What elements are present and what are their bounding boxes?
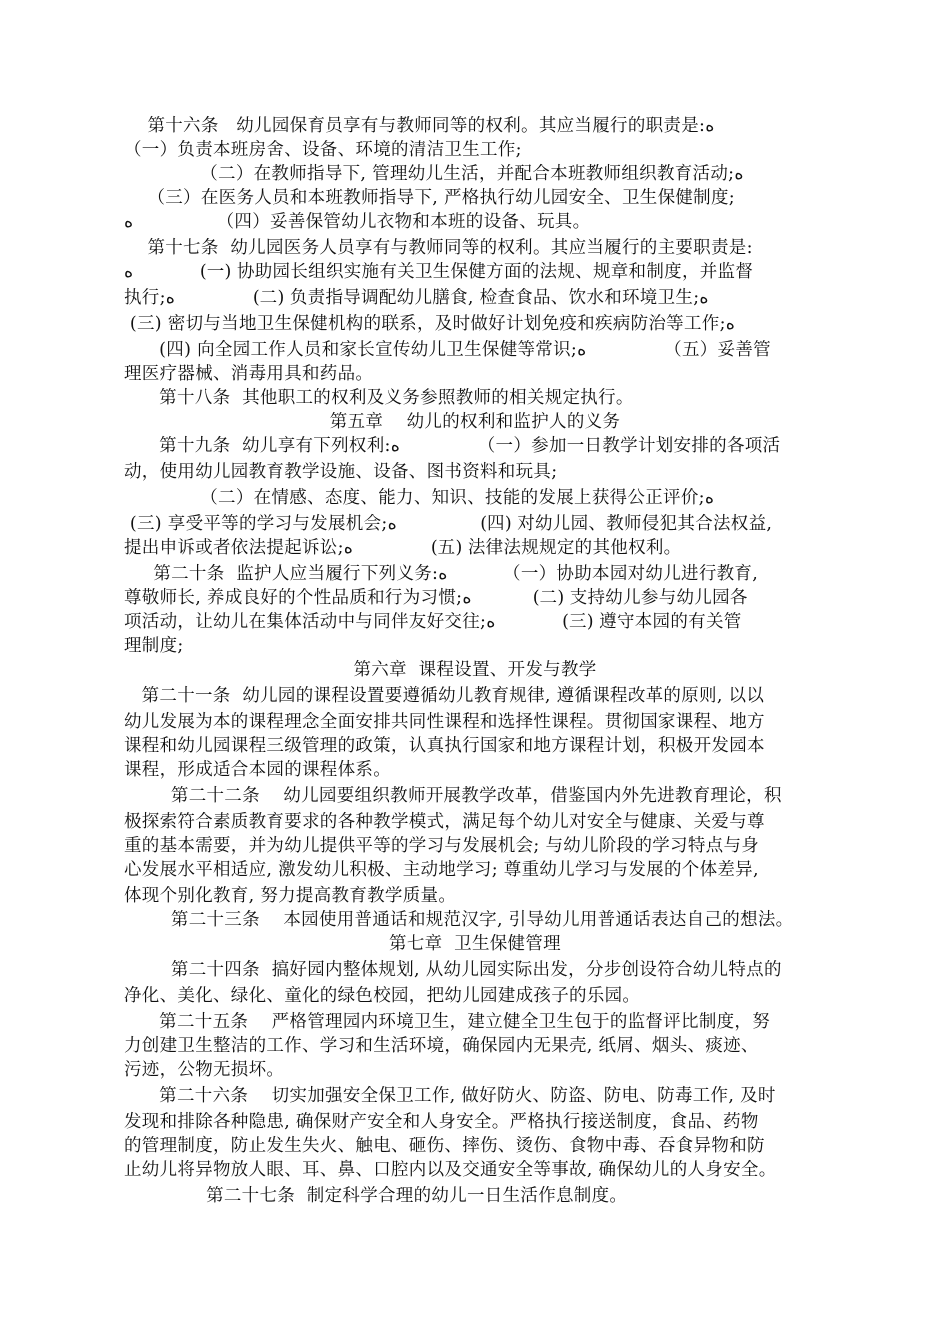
text-line: 发现和排除各种隐患, 确保财产安全和人身安全。严格执行接送制度，食品、药物 bbox=[124, 1112, 759, 1132]
text-line: ﻩ （四）妥善保管幼儿衣物和本班的设备、玩具。 bbox=[124, 212, 591, 232]
text-line: 第十七条 幼儿园医务人员享有与教师同等的权利。其应当履行的主要职责是: bbox=[124, 238, 753, 258]
text-line: （一）负责本班房舍、设备、环境的清洁卫生工作; bbox=[124, 140, 522, 160]
text-line: 执行;ﻩ (二) 负责指导调配幼儿膳食, 检查食品、饮水和环境卫生;ﻩ bbox=[124, 288, 709, 308]
text-line: 尊敬师长, 养成良好的个性品质和行为习惯;ﻩ (二) 支持幼儿参与幼儿园各 bbox=[124, 588, 748, 608]
text-line: 第十六条 幼儿园保育员享有与教师同等的权利。其应当履行的职责是:ﻩ bbox=[124, 116, 715, 136]
text-line: 幼儿发展为本的课程理念全面安排共同性课程和选择性课程。贯彻国家课程、地方 bbox=[124, 712, 765, 732]
text-line: 项活动，让幼儿在集体活动中与同伴友好交往;ﻩ (三) 遵守本园的有关管 bbox=[124, 612, 742, 632]
text-line: （二）在情感、态度、能力、知识、技能的发展上获得公正评价;ﻩ bbox=[124, 488, 714, 508]
text-line: 止幼儿将异物放人眼、耳、鼻、口腔内以及交通安全等事故, 确保幼儿的人身安全。 bbox=[124, 1160, 777, 1180]
chapter-heading: 第七章 卫生保健管理 bbox=[389, 934, 561, 954]
text-line: 第二十条 监护人应当履行下列义务:ﻩ （一）协助本园对幼儿进行教育, bbox=[124, 564, 759, 584]
text-line: 污迹，公物无损坏。 bbox=[124, 1060, 285, 1080]
text-line: 提出申诉或者依法提起诉讼;ﻩ (五) 法律法规规定的其他权利。 bbox=[124, 538, 682, 558]
text-line: 第二十四条 搞好园内整体规划, 从幼儿园实际出发，分步创设符合幼儿特点的 bbox=[124, 960, 782, 980]
text-line: （二）在教师指导下, 管理幼儿生活，并配合本班教师组织教育活动;ﻩ bbox=[124, 164, 744, 184]
text-line: 力创建卫生整洁的工作、学习和生活环境，确保园内无果壳, 纸屑、烟头、痰迹、 bbox=[124, 1036, 759, 1056]
text-line: 第二十二条 幼儿园要组织教师开展教学改革，借鉴国内外先进教育理论，积 bbox=[124, 786, 782, 806]
text-line: 课程，形成适合本园的课程体系。 bbox=[124, 760, 391, 780]
text-line: 体现个别化教育, 努力提高教育教学质量。 bbox=[124, 886, 457, 906]
chapter-heading: 第六章 课程设置、开发与教学 bbox=[353, 660, 597, 680]
text-line: 心发展水平相适应, 激发幼儿积极、主动地学习; 尊重幼儿学习与发展的个体差异, bbox=[124, 860, 759, 880]
text-line: 的管理制度，防止发生失火、触电、砸伤、摔伤、烫伤、食物中毒、吞食异物和防 bbox=[124, 1136, 765, 1156]
text-line: ﻩ (一) 协助园长组织实施有关卫生保健方面的法规、规章和制度，并监督 bbox=[124, 262, 754, 282]
text-line: 课程和幼儿园课程三级管理的政策，认真执行国家和地方课程计划，积极开发园本 bbox=[124, 736, 765, 756]
text-line: 动，使用幼儿园教育教学设施、设备、图书资料和玩具; bbox=[124, 462, 558, 482]
text-line: 第二十六条 切实加强安全保卫工作, 做好防火、防盗、防电、防毒工作, 及时 bbox=[124, 1086, 776, 1106]
text-line: 第十九条 幼儿享有下列权利:ﻩ （一）参加一日教学计划安排的各项活 bbox=[124, 436, 781, 456]
text-line: 第十八条 其他职工的权利及义务参照教师的相关规定执行。 bbox=[124, 388, 634, 408]
text-line: 重的基本需要，并为幼儿提供平等的学习与发展机会; 与幼儿阶段的学习特点与身 bbox=[124, 836, 760, 856]
text-line: (三) 密切与当地卫生保健机构的联系，及时做好计划免疫和疾病防治等工作;ﻩ bbox=[124, 314, 735, 334]
text-line: (四) 向全园工作人员和家长宣传幼儿卫生保健等常识;ﻩ （五）妥善管 bbox=[124, 340, 771, 360]
text-line: 极探索符合素质教育要求的各种教学模式，满足每个幼儿对安全与健康、关爱与尊 bbox=[124, 812, 765, 832]
text-line: 净化、美化、绿化、童化的绿色校园，把幼儿园建成孩子的乐园。 bbox=[124, 986, 641, 1006]
chapter-heading: 第五章 幼儿的权利和监护人的义务 bbox=[329, 412, 621, 432]
text-line: 第二十五条 严格管理园内环境卫生，建立健全卫生包于的监督评比制度，努 bbox=[124, 1012, 771, 1032]
text-line: 理制度; bbox=[124, 636, 184, 656]
text-line: （三）在医务人员和本班教师指导下, 严格执行幼儿园安全、卫生保健制度; bbox=[124, 188, 735, 208]
text-line: 第二十三条 本园使用普通话和规范汉字, 引导幼儿用普通话表达自己的想法。 bbox=[124, 910, 794, 930]
text-line: 第二十一条 幼儿园的课程设置要遵循幼儿教育规律, 遵循课程改革的原则, 以以 bbox=[124, 686, 765, 706]
text-line: (三) 享受平等的学习与发展机会;ﻩ (四) 对幼儿园、教师侵犯其合法权益, bbox=[124, 514, 773, 534]
text-line: 第二十七条 制定科学合理的幼儿一日生活作息制度。 bbox=[124, 1186, 628, 1206]
text-line: 理医疗器械、消毒用具和药品。 bbox=[124, 364, 374, 384]
